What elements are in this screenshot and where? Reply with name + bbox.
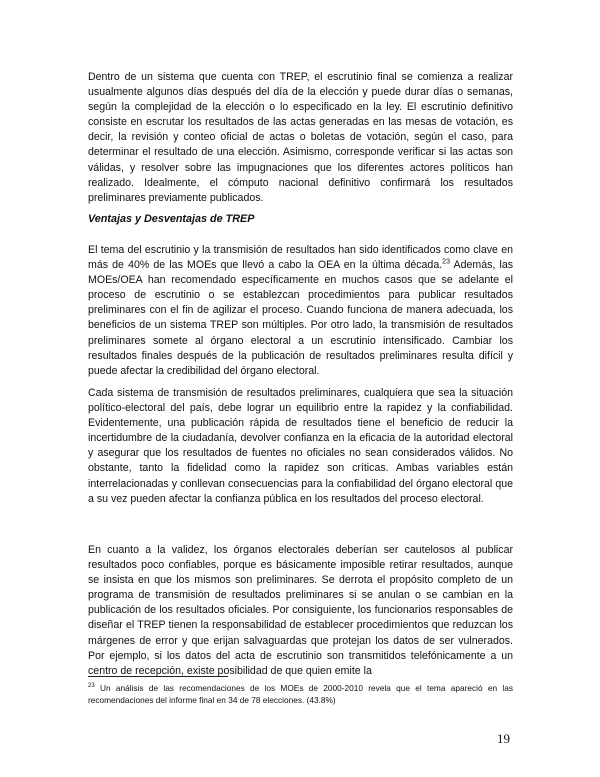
- footnote-text: Un análisis de las recomendaciones de los MOEs de 2000-2010 revela que el tema apareció en las recomendaciones del informe final en 34 de 78 elecciones. (43.8%): [88, 683, 513, 706]
- paragraph-2: [88, 243, 513, 379]
- page-number: 19: [497, 731, 510, 746]
- paragraph-2-after-ref: Además, las MOEs/OEA han recomendado específicamente en muchos casos que se adelante el proceso de escrutinio o se establezcan procedimientos para publicar resultados preliminares con el fin de agilizar el proceso. Cuando funciona de manera adecuada, los beneficios de un sistema TREP son múltiples. Por otro lado, la transmisión de resultados preliminares somete al órgano electoral a un escrutinio intensificado. Cambiar los resultados finales después de la publicación de resultados preliminares resulta difícil y puede afectar la credibilidad del órgano electoral.: [88, 259, 514, 377]
- paragraph-3: Cada sistema de transmisión de resultados preliminares, cualquiera que sea la situación político-electoral del país, debe lograr un equilibrio entre la rapidez y la confiabilidad. Evidentemente, una publicación rápida de resultados tiene el beneficio de reducir la incertidumbre de la ciudadanía, devolver confianza en la eficacia de la autoridad electoral y asegurar que los resultados de fuentes no oficiales no sean considerados válidos. No obstante, tanto la fidelidad como la rapidez son críticas. Ambas variables están interrelacionadas y conllevan consecuencias para la confiabilidad del órgano electoral que a su vez pueden afectar la confianza pública en los resultados del proceso electoral.: [88, 387, 513, 505]
- paragraph-1: Dentro de un sistema que cuenta con TREP, el escrutinio final se comienza a realizar usualmente algunos días después del día de la elección y puede durar días o semanas, según la complejidad de la elección o lo especificado en la ley. El escrutinio definitivo consiste en escrutar los resultados de las actas generadas en las mesas de votación, es decir, la revisión y conteo oficial de actas o boletas de votación, según el caso, para determinar el resultado de una elección. Asimismo, corresponde verificar si las actas son válidas, y resolver sobre las impugnaciones que los diferentes actores políticos han realizado. Idealmente, el cómputo nacional definitivo confirmará los resultados preliminares previamente publicados.: [88, 71, 513, 204]
- section-heading: Ventajas y Desventajas de TREP: [88, 213, 255, 225]
- footnote-number: 23: [88, 683, 95, 690]
- footnote-divider: [88, 676, 228, 677]
- footnote-reference: 23: [442, 258, 450, 266]
- footnote: [88, 682, 513, 707]
- paragraph-4: En cuanto a la validez, los órganos electorales deberían ser cautelosos al publicar resultados poco confiables, porque es básicamente imposible retirar resultados, aunque se insista en que los mismos son preliminares. Se derrota el propósito completo de un programa de transmisión de resultados preliminares si se anulan o se cambian en la publicación de los resultados oficiales. Por consiguiente, los funcionarios responsables de diseñar el TREP tienen la responsabilidad de establecer procedimientos que reduzcan los márgenes de error y que erijan salvaguardas que protejan los datos de ser vulnerados. Por ejemplo, si los datos del acta de escrutinio son transmitidos telefónicamente a un centro de recepción, existe posibilidad de que quien emite la: [88, 544, 513, 677]
- paragraph-2-before-ref: El tema del escrutinio y la transmisión de resultados han sido identificados como clave en más de 40% de las MOEs que llevó a cabo la OEA en la última década.: [88, 244, 513, 272]
